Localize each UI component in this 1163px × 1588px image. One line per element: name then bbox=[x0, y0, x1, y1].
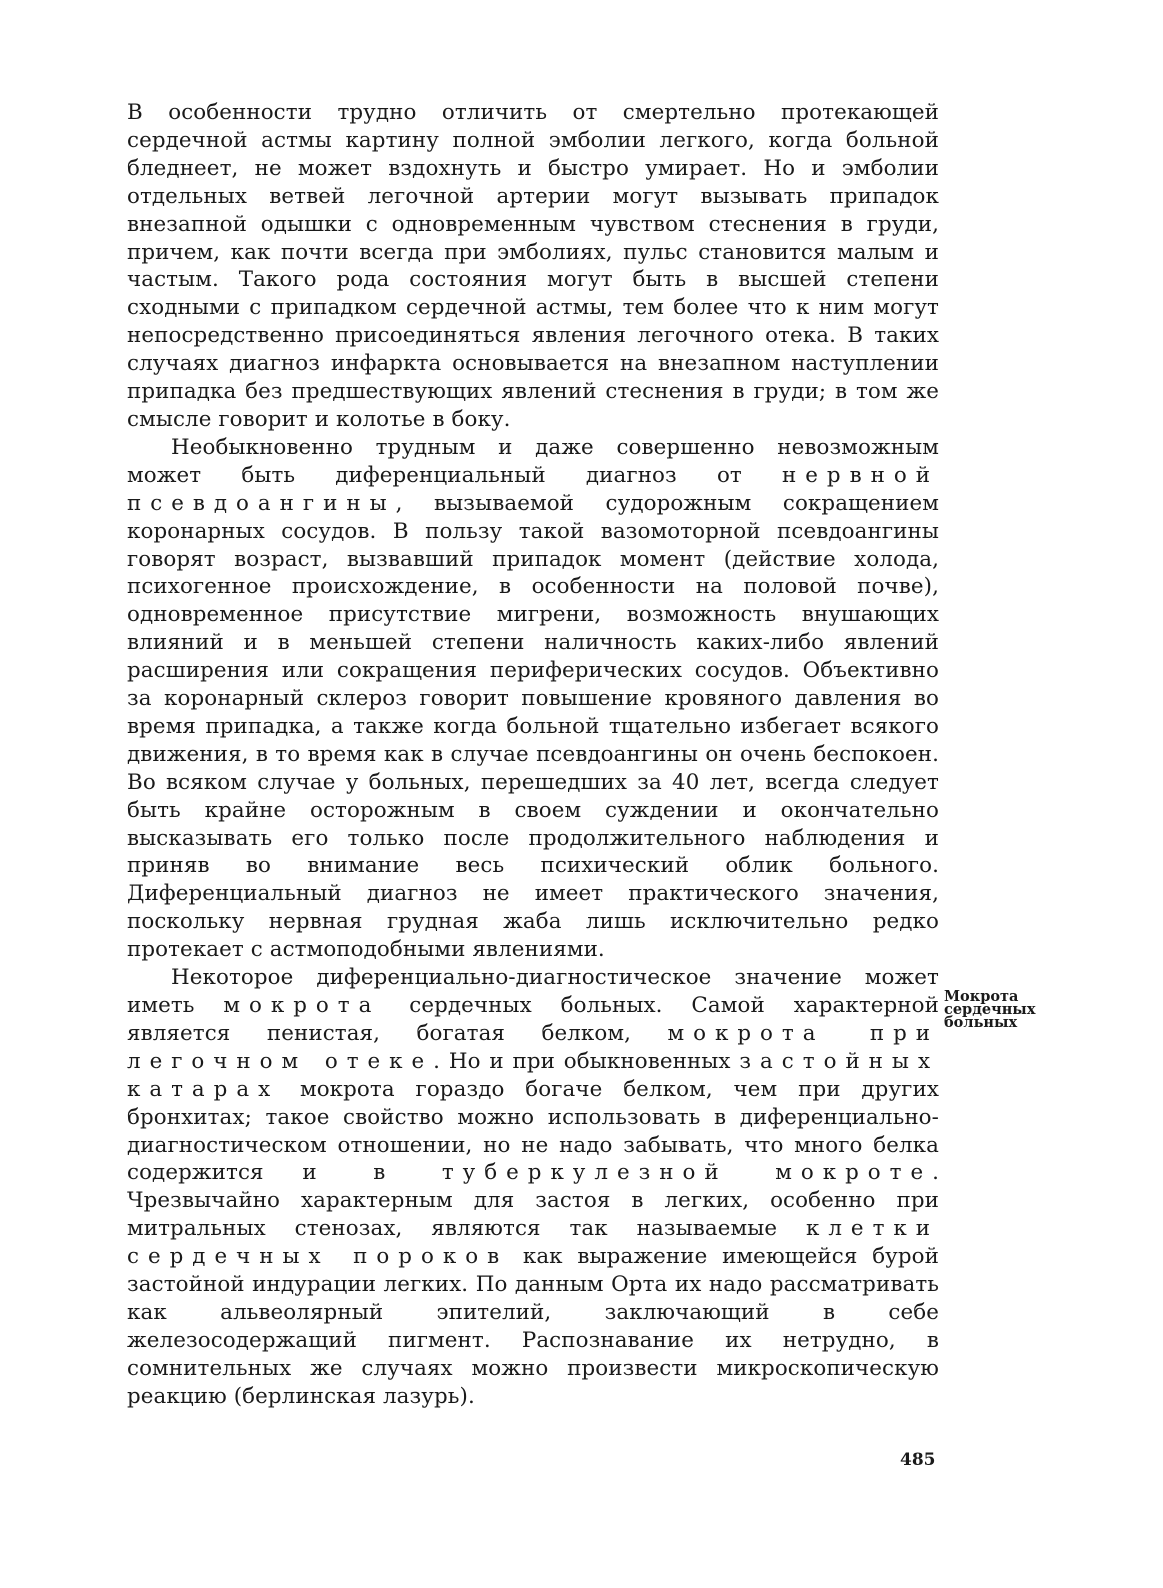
paragraph-text: Необыкновенно трудным и даже совершенно невозможным может быть диференциальный диагноз от bbox=[127, 434, 939, 488]
marginal-note-line: сердечных bbox=[944, 1001, 1036, 1018]
paragraph-text: как выражение имеющейся бурой застойной индурации легких. По данным Орта их надо рассматривать как альвеолярный эпителий, заключающий в себе железосодержащий пигмент. Распознавание их нетрудно, в сомнительных же случаях можно произвести микроскопическую реакцию (берлинская лазурь). bbox=[127, 1244, 939, 1409]
body-paragraph bbox=[127, 434, 939, 964]
emphasized-text: клетки сердечных пороков bbox=[127, 1216, 939, 1270]
paragraph-text: . Чрезвычайно характерным для застоя в легких, особенно при митральных стенозах, являются так называемые bbox=[127, 1160, 939, 1242]
paragraph-text: сердечных больных. Самой характерной является пенистая, богатая белком, bbox=[127, 993, 939, 1046]
emphasized-text: застойных катарах bbox=[127, 1048, 939, 1102]
emphasized-text: мокрота при легочном отеке bbox=[127, 1020, 939, 1074]
page-number: 485 bbox=[900, 1450, 936, 1470]
emphasized-text: нервной псевдоангины bbox=[127, 462, 939, 516]
paragraph-text: мокрота гораздо богаче белком, чем при других бронхитах; такое свойство можно использовать в диференциально-диагностическом отношении, но не надо забывать, что много белка содержится bbox=[127, 1076, 939, 1186]
body-paragraph bbox=[127, 99, 939, 434]
marginal-note-line: больных bbox=[944, 1014, 1018, 1031]
paragraph-text: Некоторое диференциально-диагностическое значение может иметь bbox=[127, 965, 939, 1018]
paragraph-text: , вызываемой судорожным сокращением коронарных сосудов. В пользу такой вазомоторной псевдоангины говорят возраст, вызвавший припадок момент (действие холода, психогенное происхождение, в особенности на половой почве), одновременное присутствие мигрени, возможность внушающих влияний и в меньшей степени наличность каких-либо явлений расширения или сокращения периферических сосудов. Объективно за коронарный склероз говорит повышение кровяного давления во время припадка, а также когда больной тщательно избегает всякого движения, в то время как в случае псевдоангины он очень беспокоен. Во всяком случае у больных, перешедших за 40 лет, всегда следует быть крайне осторожным в своем суждении и окончательно высказывать его только после продолжительного наблюдения и приняв во внимание весь психический облик больного. Диференциальный диагноз не имеет практического значения, поскольку нервная грудная жаба лишь исключительно редко протекает с астмоподобными явлениями. bbox=[127, 490, 939, 963]
body-paragraph bbox=[127, 964, 939, 1411]
paragraph-text: В особенности трудно отличить от смертельно протекающей сердечной астмы картину полной эмболии легкого, когда больной бледнеет, не может вздохнуть и быстро умирает. Но и эмболии отдельных ветвей легочной артерии могут вызывать припадок внезапной одышки с одновременным чувством стеснения в груди, причем, как почти всегда при эмболиях, пульс становится малым и частым. Такого рода состояния могут быть в высшей степени сходными с припадком сердечной астмы, тем более что к ним могут непосредственно присоединяться явления легочного отека. В таких случаях диагноз инфаркта основывается на внезапном наступлении припадка без предшествующих явлений стеснения в груди; в том же смысле говорит и колотье в боку. bbox=[127, 100, 939, 432]
marginal-note bbox=[944, 990, 1044, 1029]
paragraph-text: . Но и при обыкновенных bbox=[433, 1048, 740, 1074]
emphasized-text: мокрота bbox=[223, 993, 381, 1018]
main-text-column bbox=[127, 99, 939, 1411]
emphasized-text: и в туберкулезной мокроте bbox=[302, 1160, 933, 1186]
marginal-note-line: Мокрота bbox=[944, 988, 1019, 1005]
